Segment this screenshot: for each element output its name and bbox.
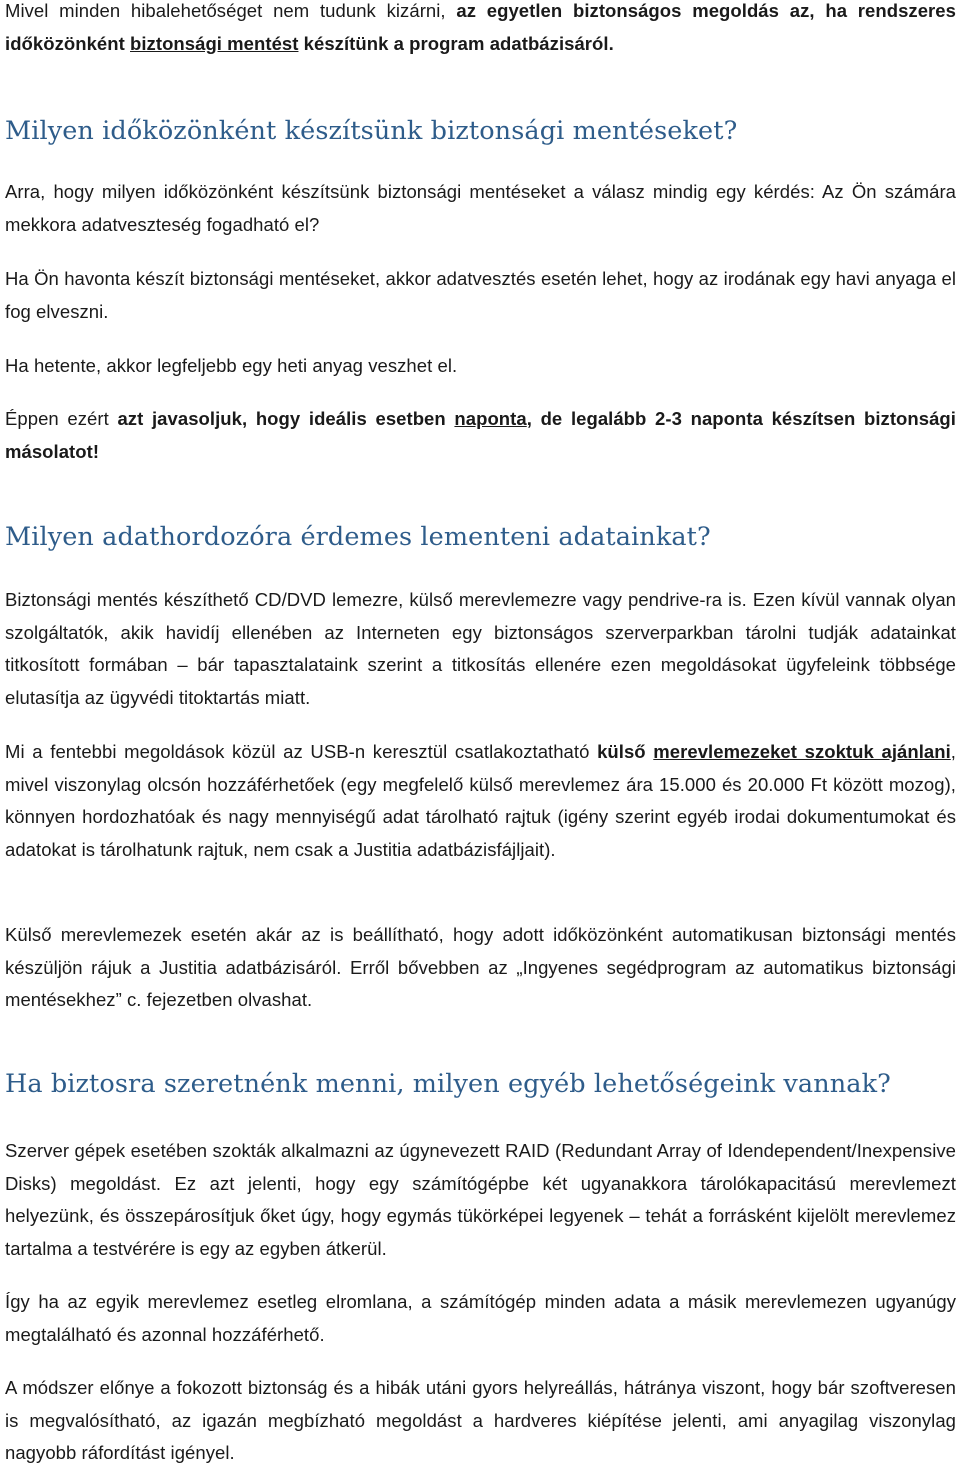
paragraph-raid-pros-cons: A módszer előnye a fokozott biztonság és a hibák utáni gyors helyreállás, hátránya viszont, hogy bár szoftveresen is megvalósítható, az igazán megbízható megoldást a hardveres kiépítése jelenti, ami anyagilag viszonylag nagyobb ráfordítást igényel.	[5, 1377, 956, 1464]
recommendation-bold: azt javasoljuk, hogy ideális esetben	[117, 408, 455, 429]
heading-backup-frequency: Milyen időközönként készítsünk biztonsági mentéseket?	[5, 116, 738, 146]
intro-bold-end: készítünk a program adatbázisáról.	[298, 32, 614, 54]
usb-bold: külső	[597, 741, 654, 762]
intro-underlined-text: biztonsági mentést	[130, 32, 299, 54]
usb-bold-underlined: merevlemezeket szoktuk ajánlani	[653, 741, 951, 762]
paragraph-monthly: Ha Ön havonta készít biztonsági mentéseket, akkor adatvesztés esetén lehet, hogy az irodának egy havi anyaga el fog elveszni.	[5, 268, 956, 322]
paragraph-weekly: Ha hetente, akkor legfeljebb egy heti anyag veszhet el.	[5, 355, 458, 376]
heading-storage-media: Milyen adathordozóra érdemes lementeni adatainkat?	[5, 522, 711, 552]
usb-text-end: , mivel viszonylag olcsón hozzáférhetőek (egy megfelelő külső merevlemez ára 15.000 és 20.000 Ft között mozog), könnyen hordozhatóak és nagy mennyiségű adat tárolható rajtuk (igény szerint egyéb irodai dokumentumokat és adatokat is tárolhatunk rajtuk, nem csak a Justitia adatbázisfájljait).	[5, 741, 956, 860]
recommendation-underlined: naponta	[454, 408, 527, 429]
paragraph-raid: Szerver gépek esetében szokták alkalmazni az úgynevezett RAID (Redundant Array of Idendependent/Inexpensive Disks) megoldást. Ez azt jelenti, hogy egy számítógépbe két ugyanakkora tárolókapacitású merevlemezt helyezünk, és összepárosítjuk őket úgy, hogy egymás tükörképei legyenek – tehát a forrásként kijelölt merevlemez tartalma a testvérére is egy az egyben átkerül.	[5, 1140, 956, 1259]
paragraph-raid-failover: Így ha az egyik merevlemez esetleg elromlana, a számítógép minden adata a másik merevlemezen ugyanúgy megtalálható és azonnal hozzáférhető.	[5, 1291, 956, 1345]
recommendation-bold-end: , de legalább 2-3 naponta készítsen biztonsági másolatot!	[5, 408, 956, 462]
paragraph-automatic-backup: Külső merevlemezek esetén akár az is beállítható, hogy adott időközönként automatikusan biztonsági mentés készüljön rájuk a Justitia adatbázisáról. Erről bővebben az „Ingyenes segédprogram az automatikus biztonsági mentésekhez” c. fejezetben olvashat.	[5, 924, 956, 1011]
paragraph-frequency-question: Arra, hogy milyen időközönként készítsünk biztonsági mentéseket a válasz mindig egy kérdés: Az Ön számára mekkora adatveszteség fogadható el?	[5, 181, 956, 235]
intro-text: Mivel minden hibalehetőséget nem tudunk kizárni,	[5, 0, 457, 21]
recommendation-text: Éppen ezért	[5, 408, 118, 429]
intro-bold-text: az egyetlen biztonságos megoldás az, ha rendszeres időközönként	[5, 0, 956, 54]
usb-text: Mi a fentebbi megoldások közül az USB-n keresztül csatlakoztatható	[5, 741, 598, 762]
paragraph-usb-recommendation	[5, 736, 956, 866]
intro-paragraph	[5, 0, 956, 60]
heading-other-options: Ha biztosra szeretnénk menni, milyen egyéb lehetőségeink vannak?	[5, 1069, 891, 1099]
paragraph-recommendation	[5, 403, 956, 468]
paragraph-storage-options: Biztonsági mentés készíthető CD/DVD lemezre, külső merevlemezre vagy pendrive-ra is. Ezen kívül vannak olyan szolgáltatók, akik havidíj ellenében az Interneten egy biztonságos szerverparkban tárolni tudják adatainkat titkosított formában – bár tapasztalataink szerint a titkosítás ellenére ezen megoldásokat ügyfeleink többsége elutasítja az ügyvédi titoktartás miatt.	[5, 589, 956, 708]
